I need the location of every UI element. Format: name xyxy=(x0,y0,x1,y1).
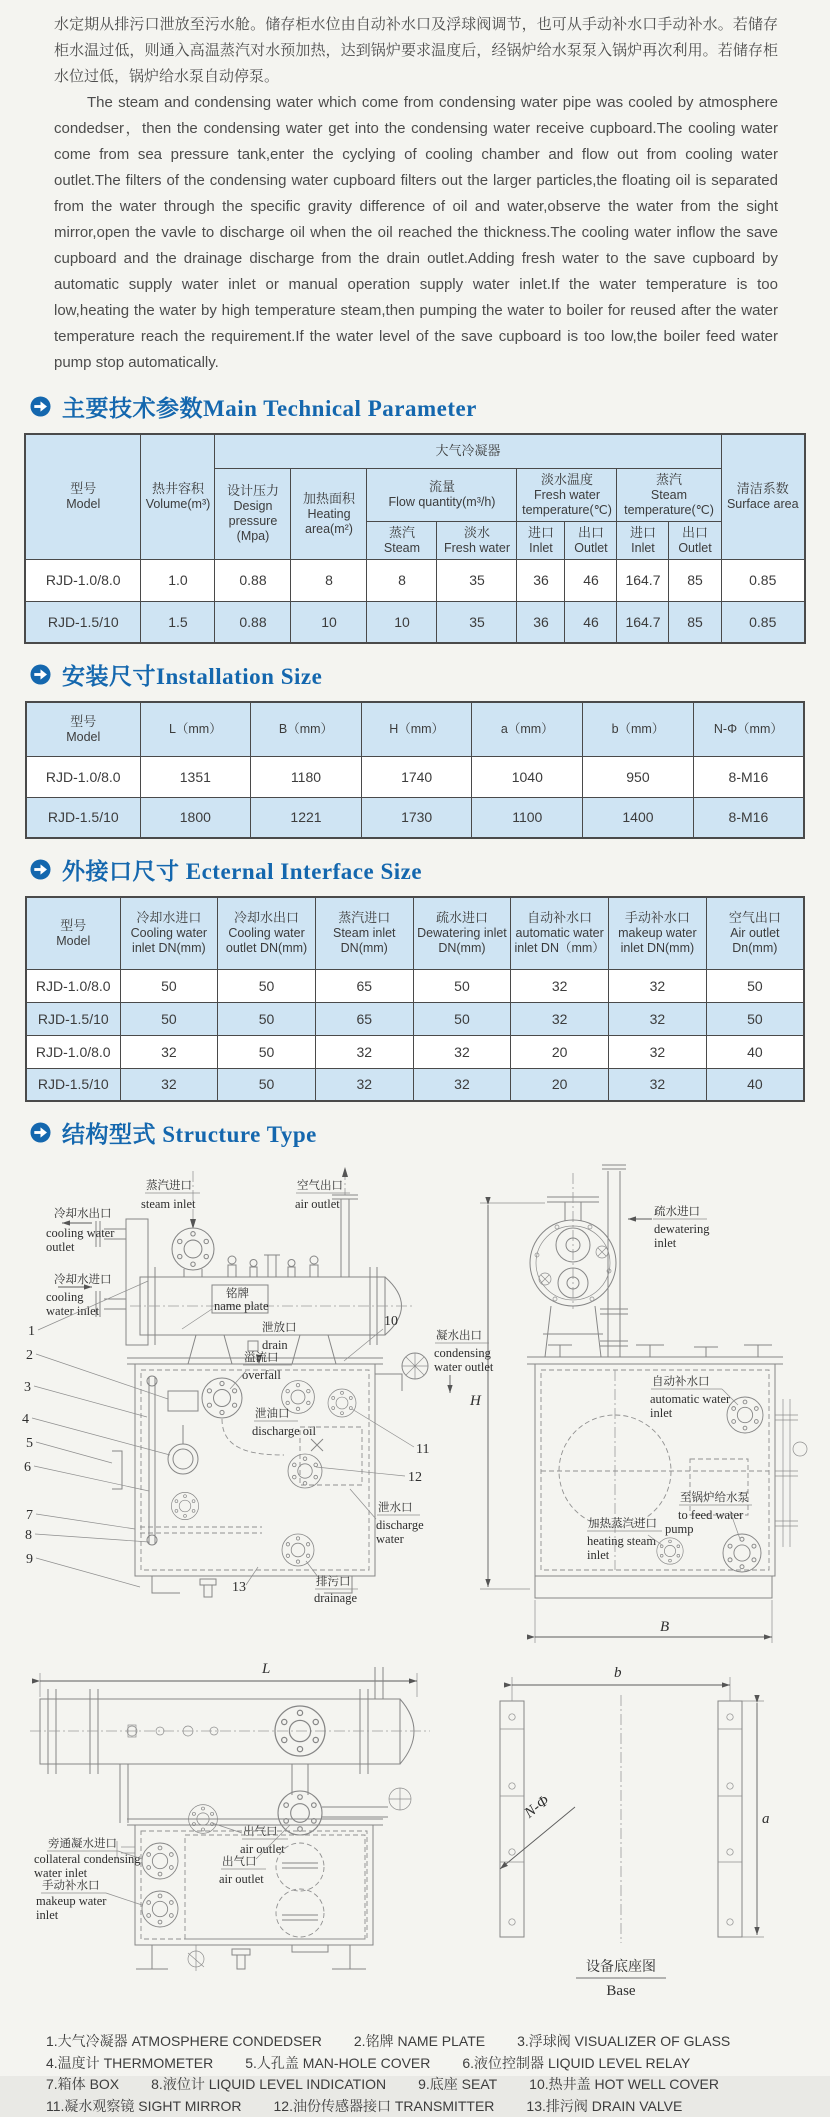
main-technical-parameter-table xyxy=(24,433,806,644)
label-discharge-water-en1: discharge xyxy=(376,1518,424,1532)
part-number-3: 3 xyxy=(24,1380,31,1395)
header-cell xyxy=(367,521,437,559)
data-cell: 32 xyxy=(609,969,707,1002)
legend-item: 7.箱体 BOX xyxy=(46,2074,119,2096)
data-cell: 32 xyxy=(413,1068,511,1101)
part-number-13: 13 xyxy=(232,1580,246,1595)
label-collateral-condensing-water-inlet-en1: collateral condensing xyxy=(34,1852,141,1866)
data-cell: 1.0 xyxy=(141,559,215,601)
legend-item: 10.热井盖 HOT WELL COVER xyxy=(529,2074,719,2096)
header-text: L（mm） xyxy=(143,722,249,737)
header-cell xyxy=(215,434,721,468)
legend-item: 3.浮球阀 VISUALIZER OF GLASS xyxy=(517,2031,730,2053)
part-number-9: 9 xyxy=(26,1552,33,1567)
label-overfall-zh: 溢流口 xyxy=(244,1350,279,1364)
data-cell: 8 xyxy=(291,559,367,601)
data-cell: 36 xyxy=(517,601,565,643)
data-cell: RJD-1.0/8.0 xyxy=(26,1035,120,1068)
part-number-10: 10 xyxy=(384,1314,398,1329)
label-collateral-condensing-water-inlet-en2: water inlet xyxy=(34,1866,88,1880)
header-text: a（mm） xyxy=(474,722,580,737)
label-condensing-water-outlet-en2: water outlet xyxy=(434,1360,494,1374)
label-heating-steam-inlet-zh: 加热蒸汽进口 xyxy=(588,1516,657,1530)
part-number-2: 2 xyxy=(26,1348,33,1363)
header-text: Heating area(m²) xyxy=(293,507,364,537)
header-cell xyxy=(218,897,316,969)
data-cell: 65 xyxy=(315,969,413,1002)
label-heating-steam-inlet-en2: inlet xyxy=(587,1548,610,1562)
data-cell: 50 xyxy=(218,1035,316,1068)
data-cell: 1351 xyxy=(140,756,251,797)
header-cell xyxy=(437,521,517,559)
header-cell xyxy=(367,468,517,521)
header-text: 设计压力 xyxy=(217,483,288,499)
header-cell xyxy=(609,897,707,969)
data-cell: 1100 xyxy=(472,797,583,838)
table-row xyxy=(26,1035,804,1068)
label-condensing-water-outlet-en1: condensing xyxy=(434,1346,492,1360)
legend-item: 4.温度计 THERMOMETER xyxy=(46,2053,213,2075)
section-header-structure-type xyxy=(30,1116,830,1149)
base-caption-en: Base xyxy=(606,1983,636,1999)
label-overfall-en: overfall xyxy=(242,1368,281,1382)
header-cell xyxy=(251,702,362,756)
external-interface-size-table xyxy=(25,896,805,1102)
data-cell: 32 xyxy=(609,1068,707,1101)
table-row xyxy=(25,601,805,643)
data-cell: RJD-1.5/10 xyxy=(26,797,140,838)
base-caption-zh: 设备底座图 xyxy=(586,1958,656,1974)
section-header-external-interface-size xyxy=(30,853,830,886)
data-cell: RJD-1.0/8.0 xyxy=(26,969,120,1002)
dimension-L: L xyxy=(261,1661,270,1677)
label-air-outlet-en: air outlet xyxy=(295,1197,340,1211)
legend-item: 9.底座 SEAT xyxy=(418,2074,497,2096)
label-dewatering-inlet-en2: inlet xyxy=(654,1236,677,1250)
header-text: 冷却水进口 xyxy=(123,910,216,926)
installation-size-table xyxy=(25,701,805,839)
data-cell: 0.85 xyxy=(721,601,805,643)
label-makeup-water-inlet-en2: inlet xyxy=(36,1908,59,1922)
section-title: 结构型式 Structure Type xyxy=(62,1116,317,1149)
data-cell: RJD-1.0/8.0 xyxy=(26,756,140,797)
label-dewatering-inlet-en1: dewatering xyxy=(654,1222,710,1236)
data-cell: 50 xyxy=(413,1002,511,1035)
arrow-bullet-icon xyxy=(30,396,51,417)
arrow-bullet-icon xyxy=(30,859,51,880)
data-cell: 40 xyxy=(706,1035,804,1068)
data-cell: 50 xyxy=(218,1068,316,1101)
header-text: Volume(m³) xyxy=(143,497,212,512)
diagram-side-view xyxy=(434,1165,807,1643)
header-cell xyxy=(215,468,291,559)
header-text: 进口 xyxy=(519,525,562,541)
header-text: Model xyxy=(29,730,138,745)
arrow-bullet-icon xyxy=(30,664,51,685)
header-text: Design pressure (Mpa) xyxy=(217,499,288,544)
legend-line xyxy=(46,2031,810,2053)
header-text: 流量 xyxy=(369,479,514,495)
label-air-outlet-upper-en: air outlet xyxy=(240,1842,285,1856)
intro-block xyxy=(0,0,830,376)
header-text: Model xyxy=(29,934,118,949)
legend-line xyxy=(46,2096,810,2117)
data-cell: 32 xyxy=(511,969,609,1002)
data-cell: RJD-1.0/8.0 xyxy=(25,559,141,601)
legend-item: 5.人孔盖 MAN-HOLE COVER xyxy=(245,2053,430,2075)
legend-line xyxy=(46,2053,810,2075)
data-cell: 46 xyxy=(565,559,617,601)
header-text: 淡水温度 xyxy=(519,472,614,488)
label-automatic-water-inlet-en2: inlet xyxy=(650,1406,673,1420)
header-text: Dewatering inlet DN(mm) xyxy=(416,926,509,956)
arrow-bullet-icon xyxy=(30,1122,51,1143)
data-cell: RJD-1.5/10 xyxy=(25,601,141,643)
header-cell xyxy=(669,521,721,559)
data-cell: 36 xyxy=(517,559,565,601)
dimension-b: b xyxy=(614,1665,622,1681)
header-text: 自动补水口 xyxy=(513,910,606,926)
legend-item: 8.液位计 LIQUID LEVEL INDICATION xyxy=(151,2074,386,2096)
data-cell: RJD-1.5/10 xyxy=(26,1002,120,1035)
data-cell: 32 xyxy=(609,1035,707,1068)
label-steam-inlet-zh: 蒸汽进口 xyxy=(146,1178,192,1192)
header-text: Fresh water temperature(℃) xyxy=(519,488,614,518)
label-cooling-water-outlet-zh: 冷却水出口 xyxy=(54,1206,112,1220)
part-number-8: 8 xyxy=(25,1528,32,1543)
data-cell: 50 xyxy=(706,969,804,1002)
header-cell xyxy=(583,702,694,756)
header-text: 蒸汽 xyxy=(369,525,434,541)
header-text: Model xyxy=(28,497,139,512)
part-number-5: 5 xyxy=(26,1436,33,1451)
label-drainage-zh: 排污口 xyxy=(316,1574,351,1588)
header-text: 加热面积 xyxy=(293,491,364,507)
label-drain-en: drain xyxy=(262,1338,288,1352)
label-dewatering-inlet-zh: 疏水进口 xyxy=(654,1204,700,1218)
header-cell xyxy=(315,897,413,969)
data-cell: 50 xyxy=(218,1002,316,1035)
header-cell xyxy=(472,702,583,756)
header-text: 型号 xyxy=(28,481,139,497)
header-text: 蒸汽进口 xyxy=(318,910,411,926)
data-cell: 8 xyxy=(367,559,437,601)
header-text: Flow quantity(m³/h) xyxy=(369,495,514,510)
table-row xyxy=(25,559,805,601)
label-to-feed-water-pump-en1: to feed water xyxy=(678,1508,744,1522)
data-cell: 10 xyxy=(367,601,437,643)
data-cell: 50 xyxy=(218,969,316,1002)
data-cell: 10 xyxy=(291,601,367,643)
label-air-outlet-lower-en: air outlet xyxy=(219,1872,264,1886)
header-text: Air outlet Dn(mm) xyxy=(709,926,801,956)
header-text: Cooling water inlet DN(mm) xyxy=(123,926,216,956)
data-cell: 50 xyxy=(706,1002,804,1035)
data-cell: 65 xyxy=(315,1002,413,1035)
dimension-a: a xyxy=(762,1811,770,1827)
data-cell: 8-M16 xyxy=(693,797,804,838)
header-text: b（mm） xyxy=(585,722,691,737)
data-cell: 85 xyxy=(669,601,721,643)
legend-item: 13.排污阀 DRAIN VALVE xyxy=(526,2096,682,2117)
data-cell: 50 xyxy=(120,1002,218,1035)
data-cell: 1040 xyxy=(472,756,583,797)
data-cell: 1800 xyxy=(140,797,251,838)
header-text: 进口 xyxy=(619,525,666,541)
header-text: B（mm） xyxy=(253,722,359,737)
header-text: 清洁系数 xyxy=(724,481,803,497)
intro-paragraph-zh: 水定期从排污口泄放至污水舱。储存柜水位由自动补水口及浮球阀调节，也可从手动补水口手动补水。若储存柜水温过低，则通入高温蒸汽对水预加热，达到锅炉要求温度后，经锅炉给水泵泵入锅炉再次利用。若储存柜水位过低，锅炉给水泵自动停泵。 xyxy=(54,12,778,90)
data-cell: 164.7 xyxy=(617,559,669,601)
header-text: Steam inlet DN(mm) xyxy=(318,926,411,956)
data-cell: 1400 xyxy=(583,797,694,838)
data-cell: 35 xyxy=(437,601,517,643)
legend-line xyxy=(46,2074,810,2096)
data-cell: 32 xyxy=(315,1035,413,1068)
legend-item: 11.凝水观察镜 SIGHT MIRROR xyxy=(46,2096,242,2117)
legend-item: 1.大气冷凝器 ATMOSPHERE CONDEDSER xyxy=(46,2031,322,2053)
section-title: 外接口尺寸 Ecternal Interface Size xyxy=(62,853,422,886)
part-number-11: 11 xyxy=(416,1442,429,1457)
header-text: N-Φ（mm） xyxy=(696,722,801,737)
data-cell: 8-M16 xyxy=(693,756,804,797)
section-header-main-technical-parameter xyxy=(30,390,830,423)
data-cell: 164.7 xyxy=(617,601,669,643)
header-text: 型号 xyxy=(29,918,118,934)
label-air-outlet-zh: 空气出口 xyxy=(297,1178,343,1192)
header-cell xyxy=(25,434,141,559)
label-discharge-water-zh: 泄水口 xyxy=(378,1500,413,1514)
header-cell xyxy=(565,521,617,559)
part-number-7: 7 xyxy=(26,1508,33,1523)
part-number-1: 1 xyxy=(28,1324,35,1339)
data-cell: 1740 xyxy=(361,756,472,797)
label-makeup-water-inlet-zh: 手动补水口 xyxy=(42,1878,100,1892)
header-text: Steam temperature(℃) xyxy=(619,488,718,518)
data-cell: 1221 xyxy=(251,797,362,838)
header-text: 型号 xyxy=(29,714,138,730)
label-cooling-water-outlet-en1: cooling water xyxy=(46,1226,115,1240)
label-air-outlet-upper-zh: 出气口 xyxy=(243,1824,278,1838)
table-row xyxy=(26,1002,804,1035)
header-cell xyxy=(511,897,609,969)
diagram-front-elevation xyxy=(30,1661,430,1971)
table-row xyxy=(26,969,804,1002)
data-cell: 950 xyxy=(583,756,694,797)
label-drain-zh: 泄放口 xyxy=(262,1320,297,1334)
header-text: Surface area xyxy=(724,497,803,512)
part-number-4: 4 xyxy=(22,1412,29,1427)
diagram-base-plan xyxy=(500,1665,770,1999)
label-cooling-water-inlet-en2: water inlet xyxy=(46,1304,100,1318)
parts-legend xyxy=(0,2011,830,2117)
label-cooling-water-outlet-en2: outlet xyxy=(46,1240,75,1254)
data-cell: 0.88 xyxy=(215,601,291,643)
data-cell: 1180 xyxy=(251,756,362,797)
header-text: 手动补水口 xyxy=(611,910,704,926)
label-collateral-condensing-water-inlet-zh: 旁通凝水进口 xyxy=(48,1836,117,1850)
label-automatic-water-inlet-en1: automatic water xyxy=(650,1392,731,1406)
header-text: makeup water inlet DN(mm) xyxy=(611,926,704,956)
header-text: Outlet xyxy=(567,541,614,556)
header-cell xyxy=(291,468,367,559)
header-cell xyxy=(721,434,805,559)
table-row xyxy=(26,797,804,838)
data-cell: 32 xyxy=(511,1002,609,1035)
label-heating-steam-inlet-en1: heating steam xyxy=(587,1534,656,1548)
header-text: Inlet xyxy=(619,541,666,556)
header-text: 出口 xyxy=(671,525,718,541)
data-cell: RJD-1.5/10 xyxy=(26,1068,120,1101)
label-discharge-oil-en: discharge oil xyxy=(252,1424,317,1438)
legend-item: 2.铭牌 NAME PLATE xyxy=(354,2031,485,2053)
legend-item: 6.液位控制器 LIQUID LEVEL RELAY xyxy=(462,2053,690,2075)
dimension-B: B xyxy=(660,1619,669,1635)
data-cell: 32 xyxy=(609,1002,707,1035)
label-automatic-water-inlet-zh: 自动补水口 xyxy=(652,1374,710,1388)
header-text: 大气冷凝器 xyxy=(217,443,718,459)
header-text: 淡水 xyxy=(439,525,514,541)
part-number-6: 6 xyxy=(24,1460,31,1475)
data-cell: 1.5 xyxy=(141,601,215,643)
part-number-12: 12 xyxy=(408,1470,422,1485)
label-drainage-en: drainage xyxy=(314,1591,357,1605)
legend-item: 12.油份传感器接口 TRANSMITTER xyxy=(274,2096,495,2117)
section-header-installation-size xyxy=(30,658,830,691)
data-cell: 32 xyxy=(120,1035,218,1068)
section-title: 主要技术参数Main Technical Parameter xyxy=(62,390,477,423)
header-cell xyxy=(413,897,511,969)
header-text: 蒸汽 xyxy=(619,472,718,488)
dimension-H: H xyxy=(469,1393,482,1409)
label-condensing-water-outlet-zh: 凝水出口 xyxy=(436,1328,482,1342)
data-cell: 32 xyxy=(413,1035,511,1068)
header-text: H（mm） xyxy=(364,722,470,737)
header-cell xyxy=(517,468,617,521)
structure-type-drawing xyxy=(0,1159,830,2011)
header-cell xyxy=(361,702,472,756)
header-text: automatic water inlet DN（mm） xyxy=(513,926,606,956)
header-text: Cooling water outlet DN(mm) xyxy=(220,926,313,956)
header-cell xyxy=(26,897,120,969)
label-discharge-water-en2: water xyxy=(376,1532,405,1546)
header-cell xyxy=(26,702,140,756)
intro-paragraph-en: The steam and condensing water which come from condensing water pipe was cooled by atmosphere condedser，then the condensing water get into the condensing water receive cupboard.The cooling water come from sea pressure tank,enter the cyclying of cooling chamber and flow out from cooling water outlet.The filters of the condensing water cupboard filters out the larger particles,the floating oil is separated from the water through the specific gravity difference of oil and water,observe the water from the sight mirror,open the vavle to discharge oil when the oil reached the thickness.The cooling water inflow the save cupboard and the drainage discharge from the drain outlet.Adding fresh water to the save cupboard by automatic supply water inlet or manual operation supply water inlet.If the water temperature is too low,heating the water by high temperature steam,then pumping the water to boiler for reused after the water temperature reach the requirement.If the water level of the save cupboard is too low,the boiler feed water pump stop automatically. xyxy=(54,90,778,376)
label-cooling-water-inlet-en1: cooling xyxy=(46,1290,84,1304)
header-text: 热井容积 xyxy=(143,481,212,497)
label-name-plate-en: name plate xyxy=(214,1299,269,1313)
section-title: 安装尺寸Installation Size xyxy=(62,658,322,691)
diagram-overall-view xyxy=(22,1167,429,1605)
header-cell xyxy=(617,468,721,521)
header-text: 出口 xyxy=(567,525,614,541)
table-row xyxy=(26,756,804,797)
table-row xyxy=(26,1068,804,1101)
label-makeup-water-inlet-en1: makeup water xyxy=(36,1894,107,1908)
header-cell xyxy=(517,521,565,559)
label-steam-inlet-en: steam inlet xyxy=(141,1197,196,1211)
header-cell xyxy=(120,897,218,969)
data-cell: 85 xyxy=(669,559,721,601)
data-cell: 1730 xyxy=(361,797,472,838)
header-cell xyxy=(141,434,215,559)
header-text: 空气出口 xyxy=(709,910,801,926)
header-cell xyxy=(706,897,804,969)
label-to-feed-water-pump-zh: 至锅炉给水泵 xyxy=(680,1490,749,1504)
header-text: Steam xyxy=(369,541,434,556)
header-cell xyxy=(140,702,251,756)
header-cell xyxy=(693,702,804,756)
bolt-spec-label: N-Φ xyxy=(521,1792,553,1822)
data-cell: 40 xyxy=(706,1068,804,1101)
label-cooling-water-inlet-zh: 冷却水进口 xyxy=(54,1272,112,1286)
data-cell: 0.88 xyxy=(215,559,291,601)
header-text: Outlet xyxy=(671,541,718,556)
data-cell: 20 xyxy=(511,1035,609,1068)
header-text: Inlet xyxy=(519,541,562,556)
header-text: 冷却水出口 xyxy=(220,910,313,926)
data-cell: 32 xyxy=(120,1068,218,1101)
header-cell xyxy=(617,521,669,559)
data-cell: 50 xyxy=(413,969,511,1002)
data-cell: 35 xyxy=(437,559,517,601)
data-cell: 20 xyxy=(511,1068,609,1101)
data-cell: 50 xyxy=(120,969,218,1002)
header-text: 疏水进口 xyxy=(416,910,509,926)
data-cell: 32 xyxy=(315,1068,413,1101)
header-text: Fresh water xyxy=(439,541,514,556)
data-cell: 0.85 xyxy=(721,559,805,601)
label-name-plate-zh: 铭牌 xyxy=(226,1286,249,1300)
label-to-feed-water-pump-en2: pump xyxy=(665,1522,693,1536)
label-discharge-oil-zh: 泄油口 xyxy=(255,1406,290,1420)
data-cell: 46 xyxy=(565,601,617,643)
label-air-outlet-lower-zh: 出气口 xyxy=(222,1854,257,1868)
